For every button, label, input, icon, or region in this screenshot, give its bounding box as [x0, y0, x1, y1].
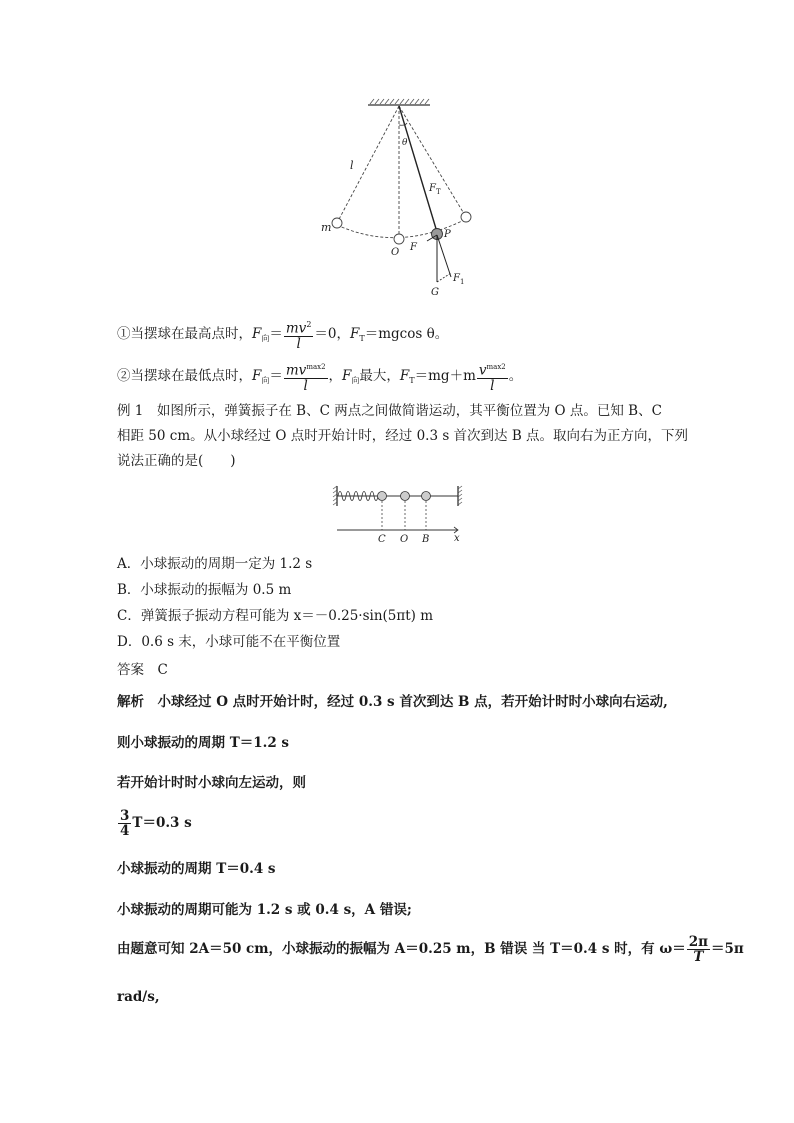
- line2-rest1: ＝mg＋m: [414, 367, 476, 384]
- line1-fraction: [284, 318, 314, 351]
- example-line-1: 例 1 如图所示，弹簧振子在 B、C 两点之间做简谐运动，其平衡位置为 O 点。已知 B、C: [117, 403, 662, 419]
- label-l: l: [350, 159, 354, 172]
- answer: 答案 C: [117, 662, 168, 678]
- label-f1-sub: 1: [460, 278, 465, 286]
- label-f1: F: [453, 273, 460, 284]
- pendulum-diagram: [310, 95, 500, 300]
- label-g: G: [431, 287, 439, 298]
- line2-num2: v: [478, 362, 487, 379]
- analysis-line-5: 小球振动的周期 T＝0.4 s: [117, 861, 276, 877]
- option-b: B．小球振动的振幅为 0.5 m: [117, 582, 292, 598]
- analysis-line-8: rad/s,: [117, 989, 160, 1005]
- analysis-l7-post: ＝5π: [710, 941, 744, 957]
- label-p: P: [444, 229, 451, 240]
- line2-fraction-2: [477, 360, 508, 393]
- label-o-spring: O: [400, 534, 409, 544]
- line2-den: l: [303, 377, 308, 394]
- analysis-line-4: [117, 809, 192, 838]
- spring-diagram: [330, 482, 470, 544]
- line1-num-sup: 2: [306, 320, 312, 329]
- line2-mid2: 最大，: [359, 367, 400, 384]
- analysis-fraction-3-4: [118, 809, 131, 838]
- pendulum-figure: [310, 95, 500, 300]
- line2-f2: F: [342, 367, 352, 384]
- line2-fraction-1: [284, 360, 328, 393]
- analysis-line-1: 解析 小球经过 O 点时开始计时，经过 0.3 s 首次到达 B 点，若开始计时时小球向右运动,: [117, 694, 668, 710]
- spring-figure: [330, 482, 470, 544]
- analysis-fraction-omega: [687, 935, 710, 964]
- line2-num: mv: [285, 362, 307, 379]
- label-b: B: [422, 534, 430, 544]
- line2-f: F: [252, 367, 262, 384]
- formula-line-1: ①当摆球在最高点时，$F_向=$ $\frac{mv^2}{l}$ ＝0，$F_T=mgcos$ θ。: [117, 320, 449, 352]
- line1-eq0: ＝0，: [314, 325, 350, 342]
- line2-num2-sup: max2: [486, 363, 506, 371]
- line1-ft: F: [350, 325, 360, 342]
- analysis-l7-den: T: [693, 949, 704, 965]
- analysis-l7-pre: 由题意可知 2A＝50 cm，小球振动的振幅为 A＝0.25 m，B 错误 当 T＝0.4 s 时，有 ω＝: [117, 941, 686, 957]
- line2-ft-sub: T: [409, 375, 415, 385]
- analysis-line-3: 若开始计时时小球向左运动，则: [117, 775, 306, 791]
- line1-den: l: [296, 335, 301, 352]
- label-ft: F: [429, 183, 436, 194]
- line1-f-sub: 向: [261, 333, 270, 343]
- option-a: A．小球振动的周期一定为 1.2 s: [117, 556, 313, 572]
- line1-num: mv: [285, 320, 307, 337]
- label-f: F: [410, 242, 417, 253]
- formula-line-2: ②当摆球在最低点时，$F_向=$ $\frac{mv^{max2}}{l}$ ，$F_向$最大，$F_T=mg+m$ $\frac{v^{max2}}{l}$ 。: [117, 360, 522, 393]
- line1-f: F: [252, 325, 262, 342]
- analysis-line-7: [117, 935, 744, 964]
- label-m: m: [321, 221, 332, 234]
- line2-f2-sub: 向: [351, 375, 360, 385]
- line2-f-sub: 向: [261, 375, 270, 385]
- analysis-l4-num: 3: [120, 808, 130, 824]
- line2-prefix: ②当摆球在最低点时，: [117, 367, 252, 384]
- example-line-3: 说法正确的是( ): [117, 453, 236, 469]
- analysis-l4-rest: T＝0.3 s: [132, 815, 192, 831]
- option-c: C．弹簧振子振动方程可能为 x＝－0.25·sin(5πt) m: [117, 608, 434, 624]
- analysis-l4-den: 4: [120, 823, 130, 839]
- line2-end: 。: [508, 367, 523, 384]
- label-ft-sub: T: [436, 188, 441, 196]
- line2-num-sup: max2: [306, 363, 326, 371]
- label-c: C: [378, 534, 386, 544]
- label-x: x: [454, 533, 460, 544]
- option-d: D．0.6 s 末，小球可能不在平衡位置: [117, 634, 341, 650]
- line1-ft-sub: T: [359, 333, 365, 343]
- analysis-l7-num: 2π: [688, 934, 708, 950]
- example-line-2: 相距 50 cm。从小球经过 O 点时开始计时，经过 0.3 s 首次到达 B 点。取向右为正方向，下列: [117, 428, 689, 444]
- line1-rest: ＝mgcos θ。: [364, 325, 449, 342]
- line2-den2: l: [490, 377, 495, 394]
- label-theta: θ: [402, 138, 408, 148]
- line2-mid: ，: [328, 367, 343, 384]
- line1-prefix: ①当摆球在最高点时，: [117, 325, 252, 342]
- analysis-line-6: 小球振动的周期可能为 1.2 s 或 0.4 s，A 错误;: [117, 902, 412, 918]
- line2-ft: F: [399, 367, 410, 384]
- label-o: O: [391, 247, 400, 258]
- analysis-line-2: 则小球振动的周期 T＝1.2 s: [117, 735, 290, 751]
